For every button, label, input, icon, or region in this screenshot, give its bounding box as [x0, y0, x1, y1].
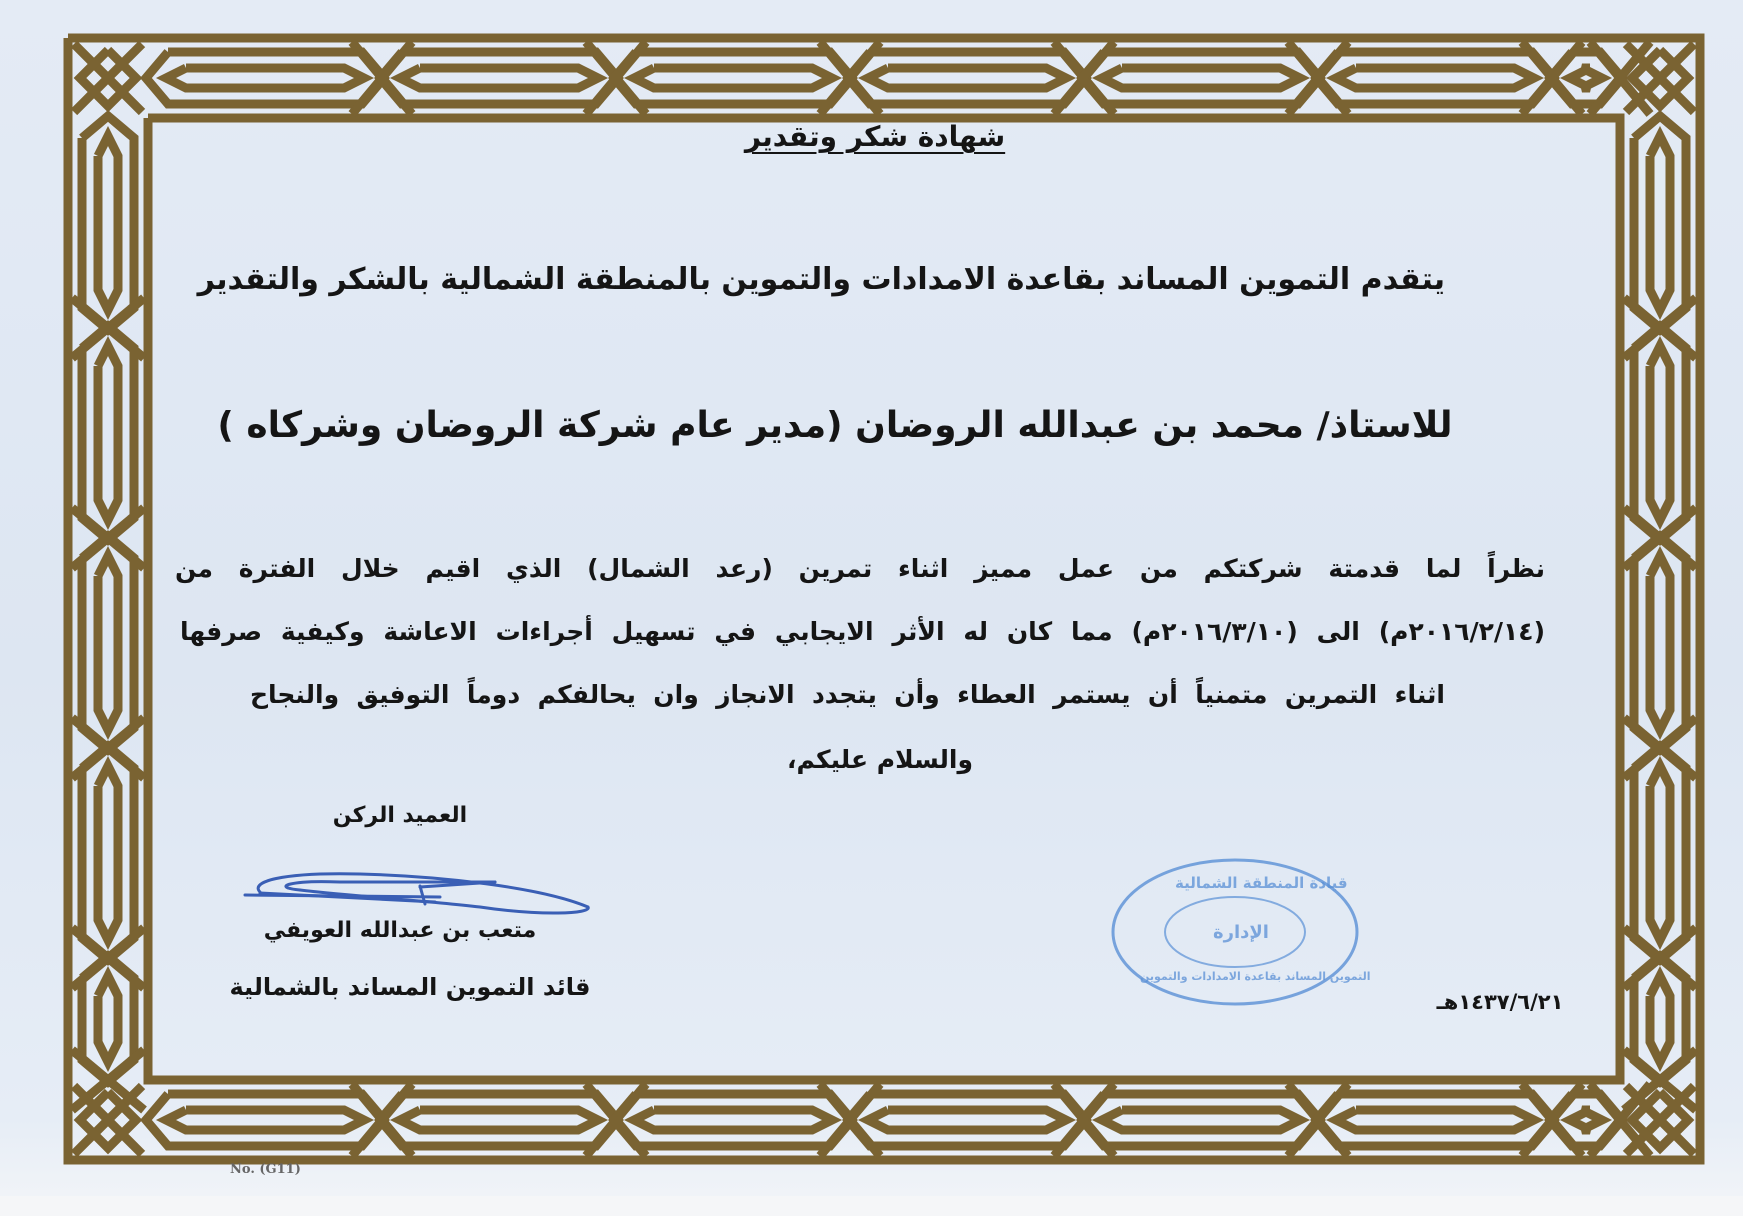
border-strand [1634, 746, 1686, 960]
border-strand [614, 1094, 852, 1146]
border-strand [1102, 1110, 1300, 1130]
signatory-name: متعب بن عبدالله العويفي [263, 918, 537, 943]
border-strand [166, 68, 364, 88]
border-strand [82, 746, 134, 960]
border-strand [1650, 346, 1670, 520]
border-strand [98, 766, 118, 940]
border-strand [1316, 52, 1554, 104]
border-strand [614, 52, 852, 104]
border-strand [82, 536, 134, 750]
recipient-line: للاستاذ/ محمد بن عبدالله الروضان (مدير عام شركة الروضان وشركاه ) [217, 405, 1453, 446]
border-strand [868, 68, 1066, 88]
border-strand [1634, 536, 1686, 750]
border-strand [98, 976, 118, 1062]
body-line: اثناء التمرين متمنياً أن يستمر العطاء وأن يتجدد الانجاز وان يحالفكم دوماً التوفيق والنجاح [250, 680, 1445, 709]
border-strand [82, 326, 134, 540]
border-strand [1650, 136, 1670, 310]
stamp-bottom-text: التموين المساند بقاعدة الامدادات والتموين [1140, 970, 1371, 983]
border-strand [1570, 1110, 1602, 1130]
border-strand [146, 1094, 384, 1146]
border-strand [1336, 68, 1534, 88]
border-strand [380, 1094, 618, 1146]
border-strand [1102, 68, 1300, 88]
border-strand [146, 52, 384, 104]
border-strand [634, 68, 832, 88]
border-strand [1634, 116, 1686, 330]
border-strand [1082, 1094, 1320, 1146]
border-strand [1082, 52, 1320, 104]
hijri-date: ١٤٣٧/٦/٢١هـ [1436, 990, 1564, 1014]
border-strand [1650, 556, 1670, 730]
border-strand [166, 1110, 364, 1130]
border-strand [1634, 326, 1686, 540]
stamp-top-text: قيادة المنطقة الشمالية [1175, 874, 1348, 892]
border-strand [634, 1110, 832, 1130]
border-strand [98, 556, 118, 730]
border-strand [98, 346, 118, 520]
border-strand [848, 52, 1086, 104]
body-line: نظراً لما قدمتة شركتكم من عمل مميز اثناء تمرين (رعد الشمال) الذي اقيم خلال الفترة من [175, 554, 1545, 583]
official-stamp [1105, 852, 1371, 1012]
border-strand [380, 52, 618, 104]
certificate-title: شهادة شكر وتقدير [744, 120, 1006, 153]
signatory-position: قائد التموين المساند بالشمالية [229, 973, 591, 1001]
border-strand [82, 116, 134, 330]
closing-line: والسلام عليكم، [786, 745, 974, 774]
border-strand [400, 68, 598, 88]
form-number: No. (G11) [230, 1162, 301, 1177]
border-strand [868, 1110, 1066, 1130]
border-strand [1336, 1110, 1534, 1130]
border-strand [848, 1094, 1086, 1146]
border-strand [400, 1110, 598, 1130]
signatory-rank: العميد الركن [332, 803, 468, 828]
border-strand [1650, 766, 1670, 940]
stamp-center-text: الإدارة [1213, 922, 1269, 943]
border-strand [1570, 68, 1602, 88]
border-strand [1316, 1094, 1554, 1146]
border-strand [98, 136, 118, 310]
intro-line: يتقدم التموين المساند بقاعدة الامدادات والتموين بالمنطقة الشمالية بالشكر والتقدير [197, 262, 1445, 297]
body-line: (٢٠١٦/٢/١٤م) الى (٢٠١٦/٣/١٠م) مما كان له الأثر الايجابي في تسهيل أجراءات الاعاشة وكيفية صرفها [180, 617, 1545, 646]
border-strand [1650, 976, 1670, 1062]
